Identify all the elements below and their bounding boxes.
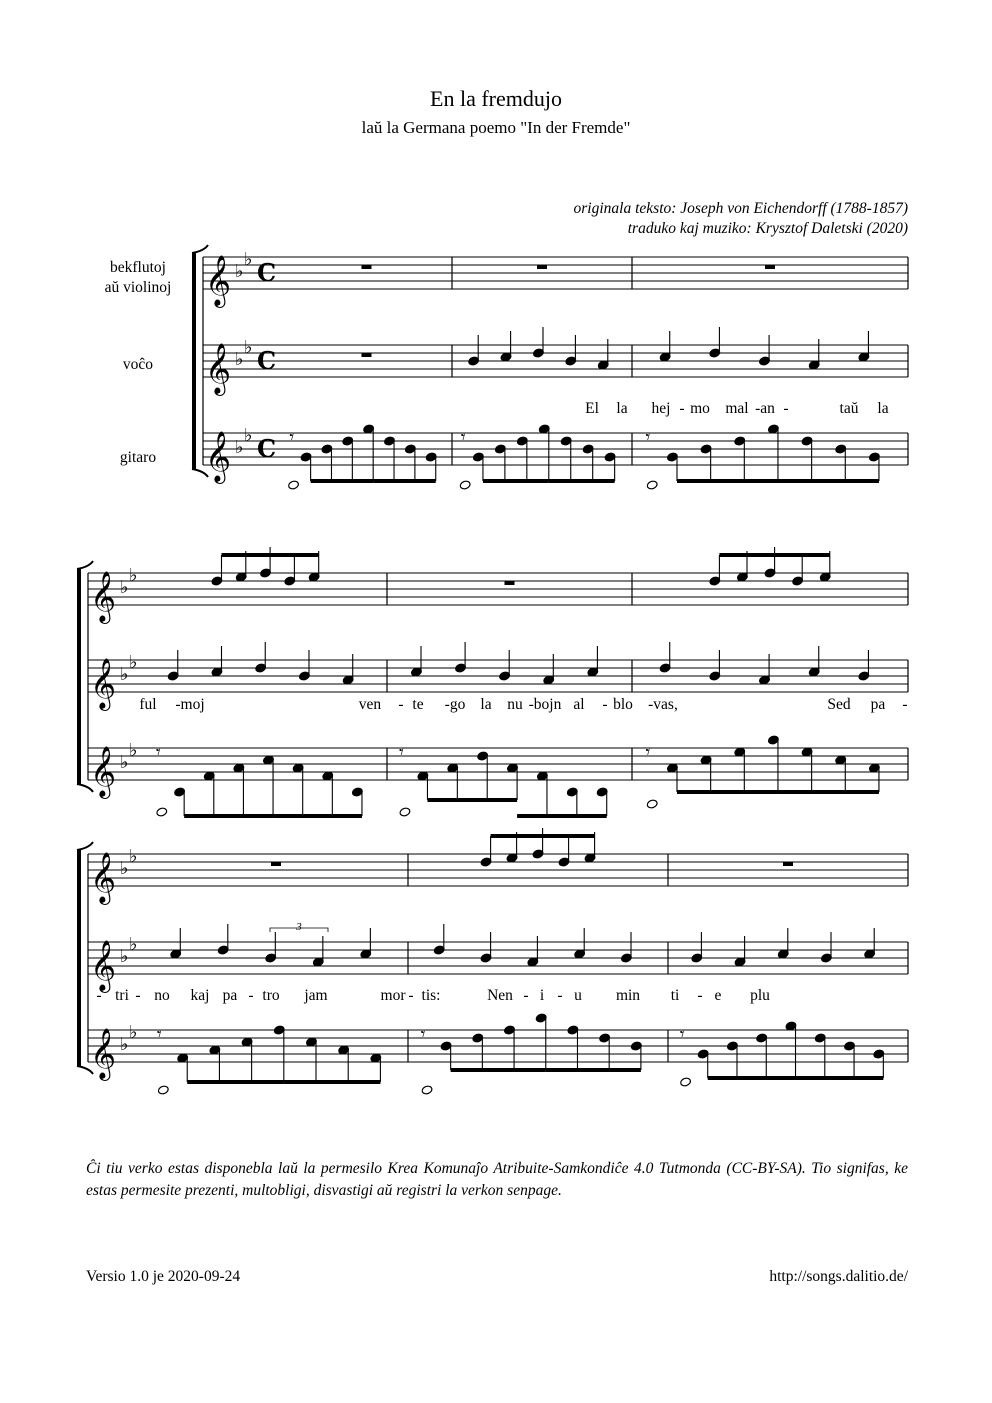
source-url: http://songs.dalitio.de/ xyxy=(769,1268,908,1285)
lyric-syllable: - xyxy=(523,987,529,1004)
bass-note xyxy=(646,480,658,490)
flat-sign: ♭ xyxy=(120,946,129,967)
lyric-syllable: tro xyxy=(262,987,280,1004)
bracket-hook xyxy=(192,245,208,253)
time-signature: C xyxy=(257,346,277,375)
bracket-hook xyxy=(77,842,93,850)
credit-music-author: traduko kaj muziko: Krysztof Daletski (2020) xyxy=(627,220,908,237)
lyric-syllable: no xyxy=(154,987,170,1004)
treble-clef: 𝄞 xyxy=(90,1028,117,1079)
lyric-syllable: - xyxy=(96,987,102,1004)
version-info: Versio 1.0 je 2020-09-24 xyxy=(86,1268,241,1285)
bass-note xyxy=(421,1085,433,1095)
lyric-syllable: - xyxy=(408,987,414,1004)
bass-note xyxy=(680,1077,692,1087)
treble-clef: 𝄞 xyxy=(90,746,117,797)
time-signature: C xyxy=(257,434,277,463)
lyric-syllable: al xyxy=(573,696,585,713)
lyric-syllable: mal xyxy=(725,400,749,417)
lyric-syllable: i xyxy=(539,987,545,1004)
lyric-syllable: - xyxy=(135,987,141,1004)
eighth-rest: 𝄾 xyxy=(155,742,161,763)
treble-clef: 𝄞 xyxy=(90,658,117,709)
treble-clef: 𝄞 xyxy=(205,431,232,482)
bass-note xyxy=(646,799,658,809)
bracket-hook xyxy=(77,561,93,569)
lyric-syllable: El xyxy=(585,400,599,417)
lyric-syllable: mor xyxy=(380,987,406,1004)
flat-sign: ♭ xyxy=(129,565,138,586)
lyric-syllable: ven xyxy=(358,696,382,713)
instrument-label-flute-line1: bekflutoj xyxy=(110,259,166,276)
instrument-label-flute-line2: aŭ violinoj xyxy=(104,279,172,296)
lyric-syllable: - xyxy=(248,987,254,1004)
flat-sign: ♭ xyxy=(235,437,244,458)
lyric-syllable: min xyxy=(615,987,641,1004)
treble-clef: 𝄞 xyxy=(90,571,117,622)
flat-sign: ♭ xyxy=(235,261,244,282)
whole-rest xyxy=(362,353,372,357)
bass-note xyxy=(288,480,300,490)
eighth-rest: 𝄾 xyxy=(289,427,295,448)
flat-sign: ♭ xyxy=(120,1034,129,1055)
lyric-syllable: - xyxy=(783,400,789,417)
lyric-syllable: -vas, xyxy=(648,696,678,713)
instrument-label-voice: voĉo xyxy=(122,356,154,373)
lyric-syllable: kaj xyxy=(190,987,210,1004)
flat-sign: ♭ xyxy=(244,425,253,446)
bass-note xyxy=(156,807,168,817)
lyric-syllable: tri xyxy=(115,987,129,1004)
eighth-rest: 𝄾 xyxy=(645,427,651,448)
flat-sign: ♭ xyxy=(120,664,129,685)
treble-clef: 𝄞 xyxy=(205,343,232,394)
lyric-syllable: hej xyxy=(651,400,671,417)
time-signature: C xyxy=(257,258,277,287)
flat-sign: ♭ xyxy=(129,652,138,673)
whole-rest xyxy=(765,265,775,269)
flat-sign: ♭ xyxy=(244,249,253,270)
lyric-syllable: Nen xyxy=(487,987,513,1004)
flat-sign: ♭ xyxy=(235,349,244,370)
lyric-syllable: Sed xyxy=(827,696,851,713)
lyric-syllable: - xyxy=(697,987,703,1004)
flat-sign: ♭ xyxy=(120,858,129,879)
eighth-rest: 𝄾 xyxy=(156,1024,162,1045)
lyric-syllable: tis: xyxy=(421,987,441,1004)
lyric-syllable: pa xyxy=(222,987,238,1004)
lyric-syllable: la xyxy=(616,400,628,417)
tuplet-number: 3 xyxy=(296,921,302,933)
lyric-syllable: - xyxy=(398,696,404,713)
lyric-syllable: - xyxy=(679,400,685,417)
lyric-syllable: plu xyxy=(750,987,770,1004)
flat-sign: ♭ xyxy=(120,752,129,773)
lyric-syllable: te xyxy=(412,696,424,713)
whole-rest xyxy=(783,862,793,866)
treble-clef: 𝄞 xyxy=(90,852,117,903)
whole-rest xyxy=(537,265,547,269)
whole-rest xyxy=(362,265,372,269)
treble-clef: 𝄞 xyxy=(205,255,232,306)
page-title: En la fremdujo xyxy=(430,86,562,111)
lyric-syllable: - xyxy=(557,987,563,1004)
whole-rest xyxy=(271,862,281,866)
flat-sign: ♭ xyxy=(120,577,129,598)
lyric-syllable: jam xyxy=(304,987,328,1004)
eighth-rest: 𝄾 xyxy=(679,1024,685,1045)
lyric-syllable: u xyxy=(574,987,582,1004)
license-notice: Ĉi tiu verko estas disponebla laŭ la permesilo Krea Komunaĵo Atribuite-Samkondiĉe 4.0 Tutmonda (CC-BY-SA). Tio signifas, ke estas permesite prezenti, multobligi, disvastigi aŭ registri la verkon senpage. xyxy=(86,1160,908,1199)
eighth-rest: 𝄾 xyxy=(460,427,466,448)
credit-text-author: originala teksto: Joseph von Eichendorff (1788-1857) xyxy=(573,200,908,217)
eighth-rest: 𝄾 xyxy=(420,1024,426,1045)
lyric-syllable: -go xyxy=(444,696,466,713)
lyric-syllable: -bojn xyxy=(528,696,562,713)
lyric-syllable: pa xyxy=(870,696,886,713)
whole-rest xyxy=(505,581,515,585)
lyric-syllable: la xyxy=(877,400,889,417)
flat-sign: ♭ xyxy=(129,1022,138,1043)
bass-note xyxy=(459,480,471,490)
lyric-syllable: - xyxy=(902,696,908,713)
bass-note xyxy=(399,807,411,817)
lyric-syllable: ful xyxy=(139,696,157,713)
instrument-label-guitar: gitaro xyxy=(119,449,157,466)
lyric-syllable: e xyxy=(714,987,722,1004)
lyric-syllable: la xyxy=(480,696,492,713)
lyric-syllable: blo xyxy=(613,696,633,713)
eighth-rest: 𝄾 xyxy=(398,742,404,763)
flat-sign: ♭ xyxy=(129,740,138,761)
flat-sign: ♭ xyxy=(129,934,138,955)
lyric-syllable: nu xyxy=(507,696,523,713)
lyric-syllable: -moj xyxy=(175,696,205,713)
page-subtitle: laŭ la Germana poemo "In der Fremde" xyxy=(361,118,631,137)
flat-sign: ♭ xyxy=(129,846,138,867)
flat-sign: ♭ xyxy=(244,337,253,358)
lyric-syllable: ti xyxy=(670,987,680,1004)
lyric-syllable: - xyxy=(602,696,608,713)
treble-clef: 𝄞 xyxy=(90,940,117,991)
lyric-syllable: -an xyxy=(755,400,775,417)
eighth-rest: 𝄾 xyxy=(645,742,651,763)
lyric-syllable: mo xyxy=(690,400,710,417)
lyric-syllable: taŭ xyxy=(839,400,859,417)
bass-note xyxy=(157,1085,169,1095)
